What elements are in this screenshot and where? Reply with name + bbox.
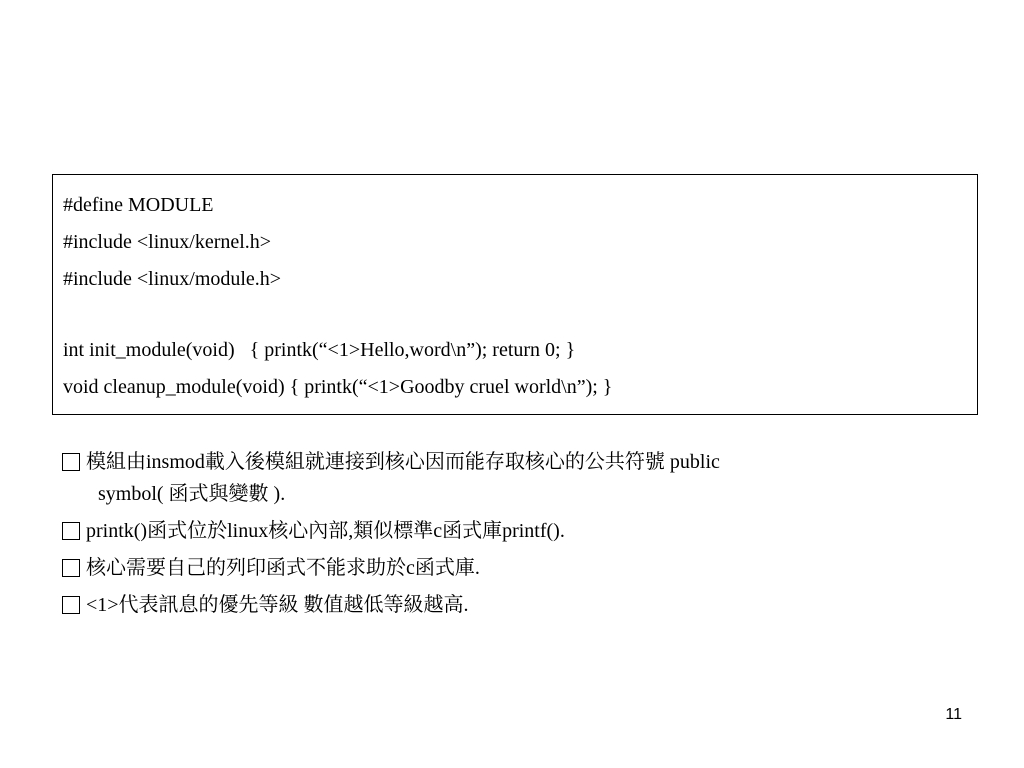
page-number: 11 xyxy=(945,706,962,723)
bullet-text: printk()函式位於linux核心內部,類似標準c函式庫printf(). xyxy=(86,520,565,542)
bullet-text: <1>代表訊息的優先等級 數值越低等級越高. xyxy=(86,594,469,616)
code-line-cleanup-module: void cleanup_module(void) { printk(“<1>Goodby cruel world\n”); } xyxy=(63,376,613,398)
code-line-define: #define MODULE xyxy=(63,194,214,216)
code-line-init-module: int init_module(void) { printk(“<1>Hello,word\n”); return 0; } xyxy=(63,339,576,361)
bullet-text: 模組由insmod載入後模組就連接到核心因而能存取核心的公共符號 public xyxy=(86,451,720,473)
bullet-item-printk xyxy=(60,515,940,547)
code-blank-line xyxy=(63,298,977,332)
bullet-box-icon xyxy=(62,596,80,614)
bullet-item-priority xyxy=(60,589,940,621)
bullet-text-continued: symbol( 函式與變數 ). xyxy=(98,483,286,505)
code-line-include-module: #include <linux/module.h> xyxy=(63,268,282,290)
bullet-list xyxy=(60,446,940,626)
bullet-item-kernel-print xyxy=(60,552,940,584)
code-block xyxy=(52,174,978,415)
bullet-box-icon xyxy=(62,559,80,577)
bullet-box-icon xyxy=(62,453,80,471)
bullet-box-icon xyxy=(62,522,80,540)
bullet-item-insmod xyxy=(60,446,940,510)
code-line-include-kernel: #include <linux/kernel.h> xyxy=(63,231,272,253)
bullet-text: 核心需要自己的列印函式不能求助於c函式庫. xyxy=(86,557,480,579)
